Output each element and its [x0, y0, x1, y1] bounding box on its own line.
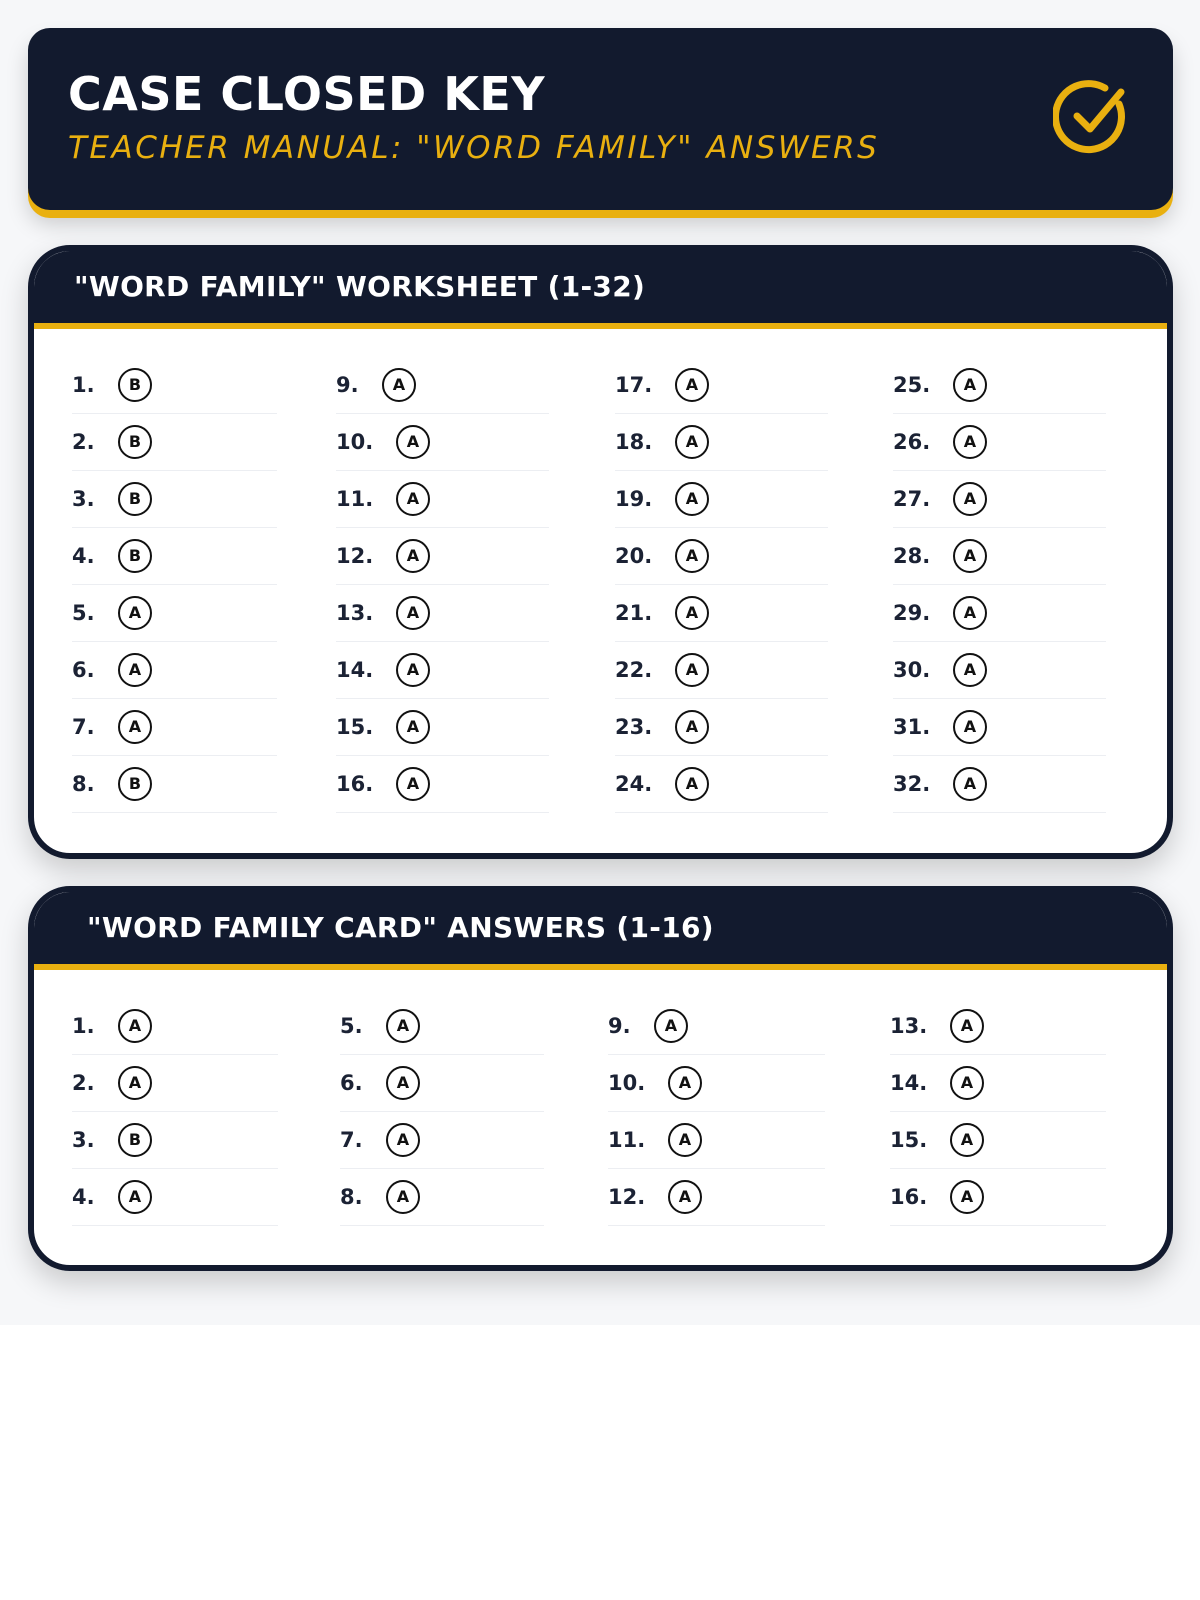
worksheet-card-title: "WORD FAMILY" WORKSHEET (1-32): [74, 270, 646, 303]
question-number: 8.: [72, 772, 95, 796]
question-number: 13.: [890, 1014, 928, 1038]
answer-row: [336, 642, 549, 699]
question-number: 6.: [72, 658, 95, 682]
question-number: 26.: [893, 430, 931, 454]
question-number: 7.: [340, 1128, 363, 1152]
answer-bubble: A: [675, 368, 709, 402]
worksheet-card-header: [34, 251, 1167, 329]
question-number: 19.: [615, 487, 653, 511]
answer-bubble: A: [386, 1066, 420, 1100]
answer-row: [72, 585, 277, 642]
answer-column: [893, 357, 1106, 813]
answer-row: [336, 528, 549, 585]
answer-bubble: A: [950, 1066, 984, 1100]
answer-bubble: A: [396, 710, 430, 744]
answer-row: [336, 471, 549, 528]
answer-column: [890, 998, 1106, 1226]
question-number: 5.: [72, 601, 95, 625]
answer-bubble: A: [675, 482, 709, 516]
answer-row: [890, 1055, 1106, 1112]
answer-column: [608, 998, 825, 1226]
answer-row: [890, 1112, 1106, 1169]
question-number: 4.: [72, 1185, 95, 1209]
answer-row: [336, 357, 549, 414]
answer-row: [608, 998, 825, 1055]
answer-row: [72, 471, 277, 528]
answer-row: [615, 414, 828, 471]
answer-row: [608, 1112, 825, 1169]
worksheet-answers-card: [28, 245, 1173, 859]
answer-row: [72, 642, 277, 699]
answer-bubble: A: [675, 596, 709, 630]
answer-row: [890, 1169, 1106, 1226]
answer-bubble: A: [668, 1123, 702, 1157]
answer-bubble: A: [950, 1180, 984, 1214]
question-number: 30.: [893, 658, 931, 682]
page-title: CASE CLOSED KEY: [68, 67, 546, 121]
answer-row: [893, 756, 1106, 813]
question-number: 7.: [72, 715, 95, 739]
answer-bubble: A: [675, 425, 709, 459]
answer-bubble: A: [118, 1009, 152, 1043]
question-number: 10.: [608, 1071, 646, 1095]
question-number: 16.: [890, 1185, 928, 1209]
question-number: 2.: [72, 1071, 95, 1095]
question-number: 4.: [72, 544, 95, 568]
question-number: 11.: [608, 1128, 646, 1152]
question-number: 15.: [890, 1128, 928, 1152]
question-number: 31.: [893, 715, 931, 739]
answer-column: [336, 357, 549, 813]
answer-bubble: A: [396, 767, 430, 801]
question-number: 32.: [893, 772, 931, 796]
card-answers-header: [34, 892, 1167, 970]
question-number: 14.: [890, 1071, 928, 1095]
answer-column: [72, 998, 278, 1226]
answer-bubble: A: [118, 1180, 152, 1214]
answer-row: [615, 357, 828, 414]
answer-column: [615, 357, 828, 813]
answer-bubble: A: [675, 539, 709, 573]
question-number: 27.: [893, 487, 931, 511]
answer-row: [615, 471, 828, 528]
question-number: 5.: [340, 1014, 363, 1038]
answer-row: [72, 528, 277, 585]
answer-row: [336, 756, 549, 813]
answer-bubble: A: [950, 1009, 984, 1043]
answer-row: [893, 414, 1106, 471]
answer-row: [340, 1169, 544, 1226]
answer-bubble: A: [118, 1066, 152, 1100]
answer-row: [893, 471, 1106, 528]
answer-row: [72, 414, 277, 471]
answer-bubble: A: [953, 596, 987, 630]
question-number: 10.: [336, 430, 374, 454]
question-number: 28.: [893, 544, 931, 568]
question-number: 24.: [615, 772, 653, 796]
answer-bubble: A: [396, 653, 430, 687]
answer-row: [72, 998, 278, 1055]
question-number: 15.: [336, 715, 374, 739]
answer-bubble: A: [386, 1123, 420, 1157]
answer-row: [72, 357, 277, 414]
question-number: 1.: [72, 373, 95, 397]
answer-bubble: B: [118, 482, 152, 516]
card-answers-card: [28, 886, 1173, 1271]
question-number: 23.: [615, 715, 653, 739]
answer-row: [615, 528, 828, 585]
page-subtitle: TEACHER MANUAL: "WORD FAMILY" ANSWERS: [68, 130, 880, 166]
answer-row: [890, 998, 1106, 1055]
answer-bubble: B: [118, 368, 152, 402]
answer-bubble: A: [396, 539, 430, 573]
answer-bubble: A: [118, 596, 152, 630]
answer-row: [608, 1055, 825, 1112]
answer-row: [340, 998, 544, 1055]
question-number: 9.: [336, 373, 359, 397]
card-answers-title: "WORD FAMILY CARD" ANSWERS (1-16): [87, 911, 714, 944]
question-number: 18.: [615, 430, 653, 454]
answer-row: [615, 585, 828, 642]
answer-bubble: A: [386, 1180, 420, 1214]
answer-bubble: A: [386, 1009, 420, 1043]
answer-bubble: A: [675, 767, 709, 801]
answer-column: [340, 998, 544, 1226]
question-number: 22.: [615, 658, 653, 682]
answer-bubble: A: [953, 368, 987, 402]
answer-bubble: A: [953, 710, 987, 744]
question-number: 25.: [893, 373, 931, 397]
answer-bubble: A: [668, 1066, 702, 1100]
answer-row: [72, 1112, 278, 1169]
answer-bubble: B: [118, 767, 152, 801]
answer-bubble: A: [953, 482, 987, 516]
answer-row: [336, 699, 549, 756]
answer-bubble: A: [953, 539, 987, 573]
answer-row: [72, 699, 277, 756]
question-number: 9.: [608, 1014, 631, 1038]
answer-row: [893, 357, 1106, 414]
answer-bubble: B: [118, 425, 152, 459]
answer-row: [615, 756, 828, 813]
answer-bubble: A: [668, 1180, 702, 1214]
question-number: 12.: [608, 1185, 646, 1209]
check-circle-icon: [1053, 78, 1133, 158]
answer-bubble: A: [396, 425, 430, 459]
answer-bubble: A: [950, 1123, 984, 1157]
answer-row: [336, 585, 549, 642]
answer-row: [72, 1055, 278, 1112]
answer-bubble: A: [654, 1009, 688, 1043]
answer-bubble: A: [396, 596, 430, 630]
answer-row: [893, 642, 1106, 699]
answer-row: [893, 585, 1106, 642]
answer-bubble: B: [118, 1123, 152, 1157]
answer-row: [893, 528, 1106, 585]
question-number: 8.: [340, 1185, 363, 1209]
answer-row: [893, 699, 1106, 756]
question-number: 11.: [336, 487, 374, 511]
question-number: 3.: [72, 487, 95, 511]
question-number: 12.: [336, 544, 374, 568]
answer-bubble: A: [675, 710, 709, 744]
question-number: 3.: [72, 1128, 95, 1152]
answer-row: [72, 756, 277, 813]
answer-column: [72, 357, 277, 813]
answer-bubble: B: [118, 539, 152, 573]
answer-row: [615, 699, 828, 756]
answer-row: [340, 1055, 544, 1112]
answer-row: [72, 1169, 278, 1226]
answer-bubble: A: [953, 767, 987, 801]
question-number: 21.: [615, 601, 653, 625]
answer-bubble: A: [382, 368, 416, 402]
question-number: 20.: [615, 544, 653, 568]
question-number: 1.: [72, 1014, 95, 1038]
answer-bubble: A: [396, 482, 430, 516]
answer-row: [608, 1169, 825, 1226]
question-number: 13.: [336, 601, 374, 625]
question-number: 14.: [336, 658, 374, 682]
answer-row: [340, 1112, 544, 1169]
question-number: 17.: [615, 373, 653, 397]
question-number: 2.: [72, 430, 95, 454]
answer-row: [615, 642, 828, 699]
answer-bubble: A: [953, 425, 987, 459]
answer-row: [336, 414, 549, 471]
question-number: 29.: [893, 601, 931, 625]
header-banner: [28, 28, 1173, 210]
answer-bubble: A: [953, 653, 987, 687]
question-number: 16.: [336, 772, 374, 796]
answer-bubble: A: [675, 653, 709, 687]
question-number: 6.: [340, 1071, 363, 1095]
answer-bubble: A: [118, 653, 152, 687]
answer-bubble: A: [118, 710, 152, 744]
